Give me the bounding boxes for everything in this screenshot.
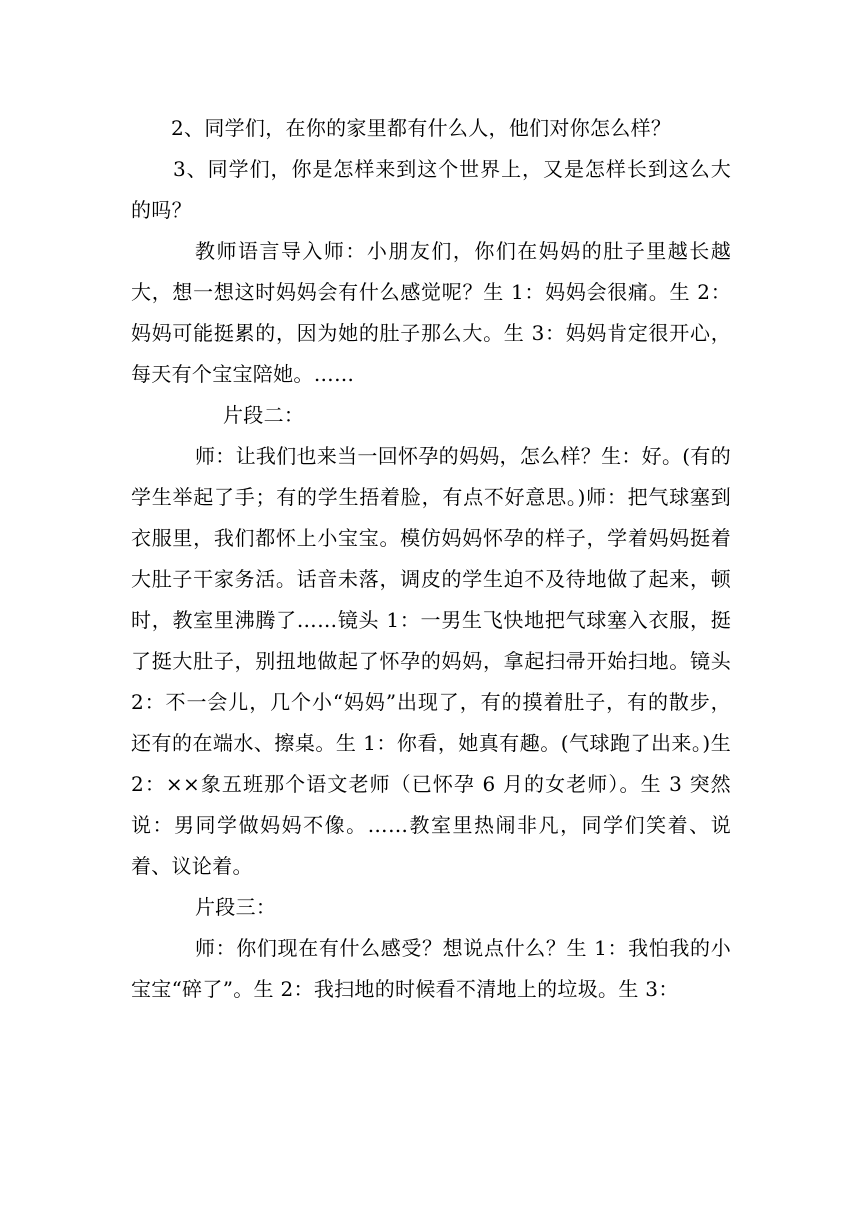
question-2-paragraph: 2、同学们，在你的家里都有什么人，他们对你怎么样？: [171, 116, 672, 140]
question-3-paragraph: 3、同学们，你是怎样来到这个世界上，又是怎样长到这么大的吗？: [131, 157, 731, 222]
segment-3-heading: 片段三：: [195, 895, 277, 919]
teacher-intro-paragraph: 教师语言导入师：小朋友们，你们在妈妈的肚子里越长越大，想一想这时妈妈会有什么感觉呢？生 1：妈妈会很痛。生 2：妈妈可能挺累的，因为她的肚子那么大。生 3：妈妈肯定很开心，每天有个宝宝陪她。……: [131, 239, 731, 386]
segment-3-paragraph: 师：你们现在有什么感受？想说点什么？生 1：我怕我的小宝宝“碎了”。生 2：我扫地的时候看不清地上的垃圾。生 3：: [131, 936, 731, 1001]
document-body: [131, 108, 731, 1010]
segment-2-heading: 片段二：: [223, 403, 305, 427]
segment-2-paragraph: 师：让我们也来当一回怀孕的妈妈，怎么样？生：好。(有的学生举起了手；有的学生捂着脸，有点不好意思。)师：把气球塞到衣服里，我们都怀上小宝宝。模仿妈妈怀孕的样子，学着妈妈挺着大肚子干家务活。话音未落，调皮的学生迫不及待地做了起来，顿时，教室里沸腾了……镜头 1：一男生飞快地把气球塞入衣服，挺了挺大肚子，别扭地做起了怀孕的妈妈，拿起扫帚开始扫地。镜头 2：不一会儿，几个小“妈妈”出现了，有的摸着肚子，有的散步，还有的在端水、擦桌。生 1：你看，她真有趣。(气球跑了出来。)生 2：××象五班那个语文老师（已怀孕 6 月的女老师）。生 3 突然说：男同学做妈妈不像。……教室里热闹非凡，同学们笑着、说着、议论着。: [131, 444, 731, 878]
